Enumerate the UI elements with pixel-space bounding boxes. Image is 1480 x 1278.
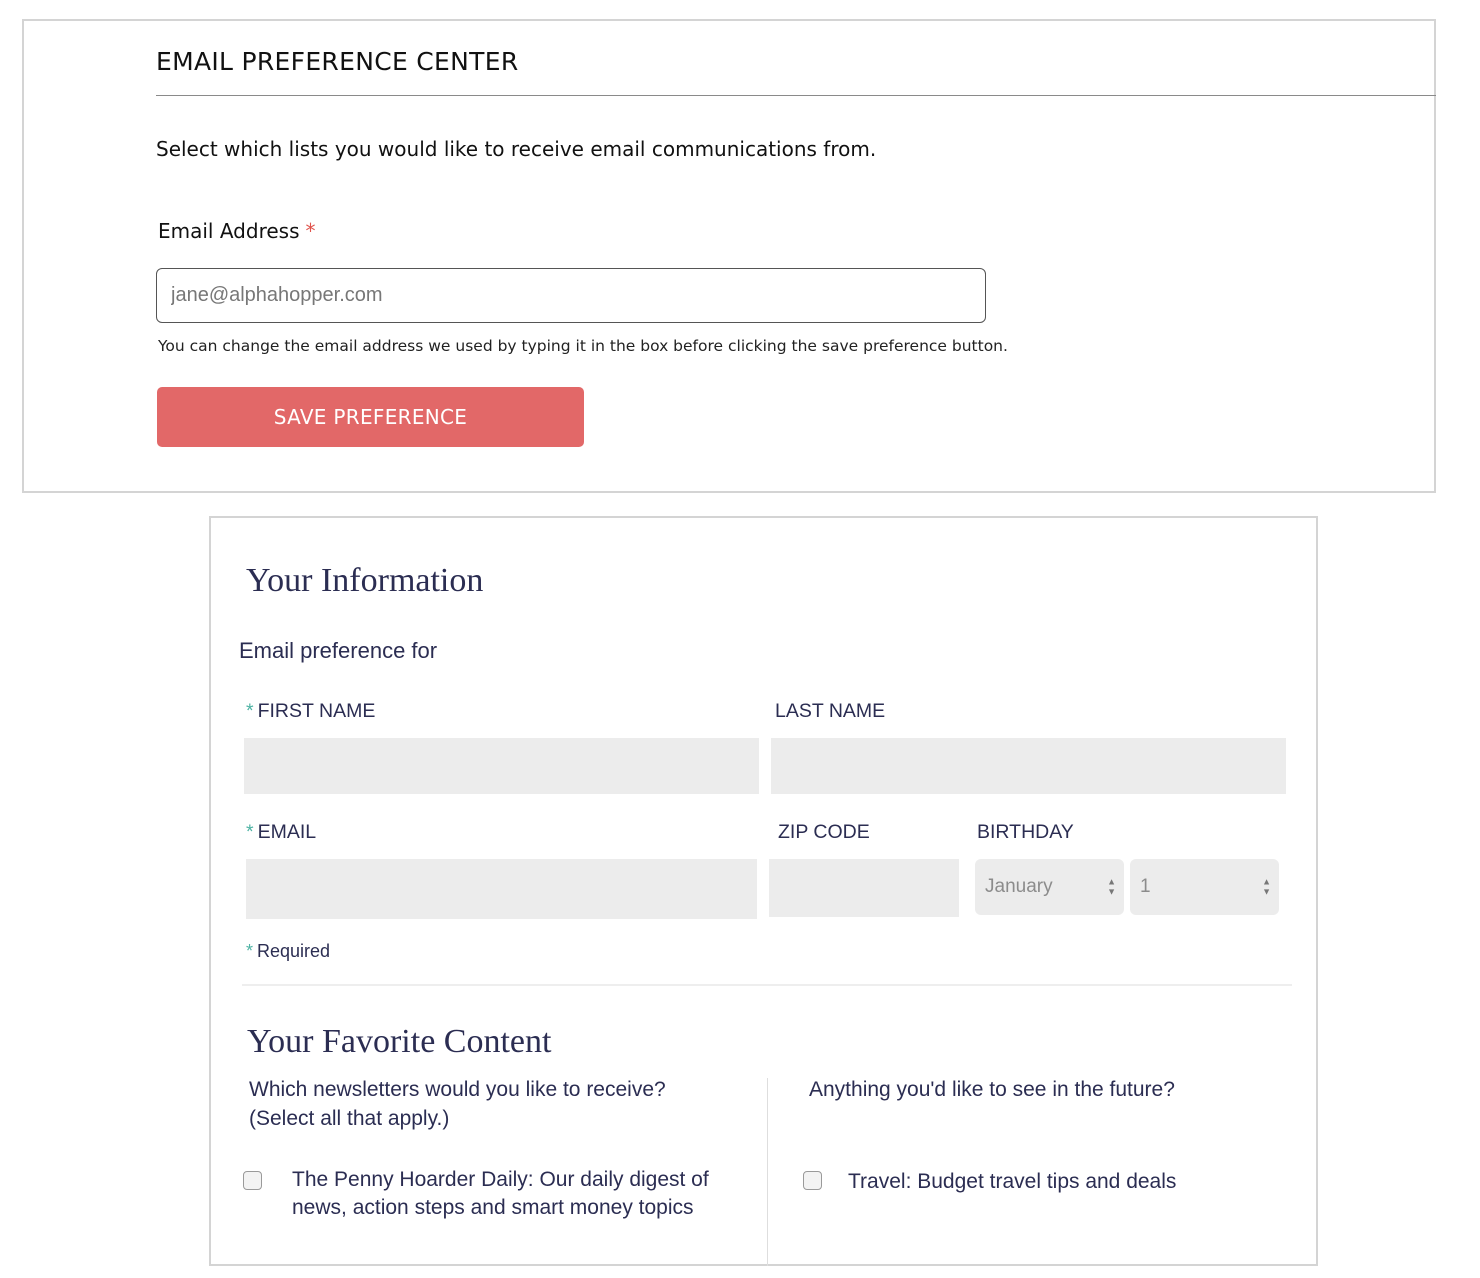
first-name-input[interactable]: [244, 738, 759, 794]
birthday-day-select[interactable]: [1130, 859, 1279, 915]
your-information-heading: Your Information: [246, 562, 484, 599]
email-label-text: EMAIL: [257, 821, 317, 843]
select-arrows-icon: ▲ ▼: [1262, 876, 1271, 897]
penny-hoarder-daily-checkbox[interactable]: [243, 1171, 262, 1190]
required-asterisk: *: [246, 700, 254, 722]
first-name-label: [246, 700, 375, 723]
preference-center-title: EMAIL PREFERENCE CENTER: [156, 47, 519, 76]
travel-checkbox[interactable]: [803, 1171, 822, 1190]
birthday-month-select[interactable]: [975, 859, 1124, 915]
last-name-label: LAST NAME: [775, 700, 886, 722]
future-question: Anything you'd like to see in the future?: [809, 1078, 1175, 1101]
title-divider: [156, 95, 1436, 96]
first-name-label-text: FIRST NAME: [257, 700, 376, 722]
column-divider: [767, 1078, 768, 1266]
email-address-label: [158, 219, 316, 243]
subscriber-profile-panel: [209, 516, 1318, 1266]
email-preference-for-text: Email preference for: [239, 638, 438, 663]
email-help-text: You can change the email address we used by typing it in the box before clicking the save preference button.: [158, 337, 1008, 355]
birthday-day-value: 1: [1140, 876, 1151, 897]
preference-center-intro: Select which lists you would like to receive email communications from.: [156, 137, 877, 161]
email-label: [246, 821, 316, 844]
select-arrows-icon: ▲ ▼: [1107, 876, 1116, 897]
required-note-text: Required: [257, 941, 331, 961]
required-asterisk: *: [305, 219, 316, 243]
required-note: [246, 941, 330, 962]
email-preference-center-panel: [22, 19, 1436, 493]
favorite-content-heading: Your Favorite Content: [247, 1023, 552, 1060]
travel-label[interactable]: Travel: Budget travel tips and deals: [848, 1170, 1177, 1193]
email-address-input[interactable]: [156, 268, 986, 323]
birthday-month-value: January: [985, 876, 1053, 897]
save-preference-button[interactable]: SAVE PREFERENCE: [157, 387, 584, 447]
required-asterisk: *: [246, 821, 254, 843]
zip-code-label: ZIP CODE: [778, 821, 870, 843]
penny-hoarder-daily-label[interactable]: The Penny Hoarder Daily: Our daily digest of news, action steps and smart money topics: [292, 1168, 709, 1219]
email-input[interactable]: [246, 859, 757, 919]
zip-code-input[interactable]: [769, 859, 959, 917]
last-name-input[interactable]: [771, 738, 1286, 794]
birthday-label: BIRTHDAY: [977, 821, 1074, 843]
email-address-label-text: Email Address: [158, 219, 300, 243]
newsletters-question: Which newsletters would you like to receive? (Select all that apply.): [249, 1078, 666, 1130]
required-asterisk: *: [246, 941, 254, 961]
section-divider: [242, 984, 1292, 986]
